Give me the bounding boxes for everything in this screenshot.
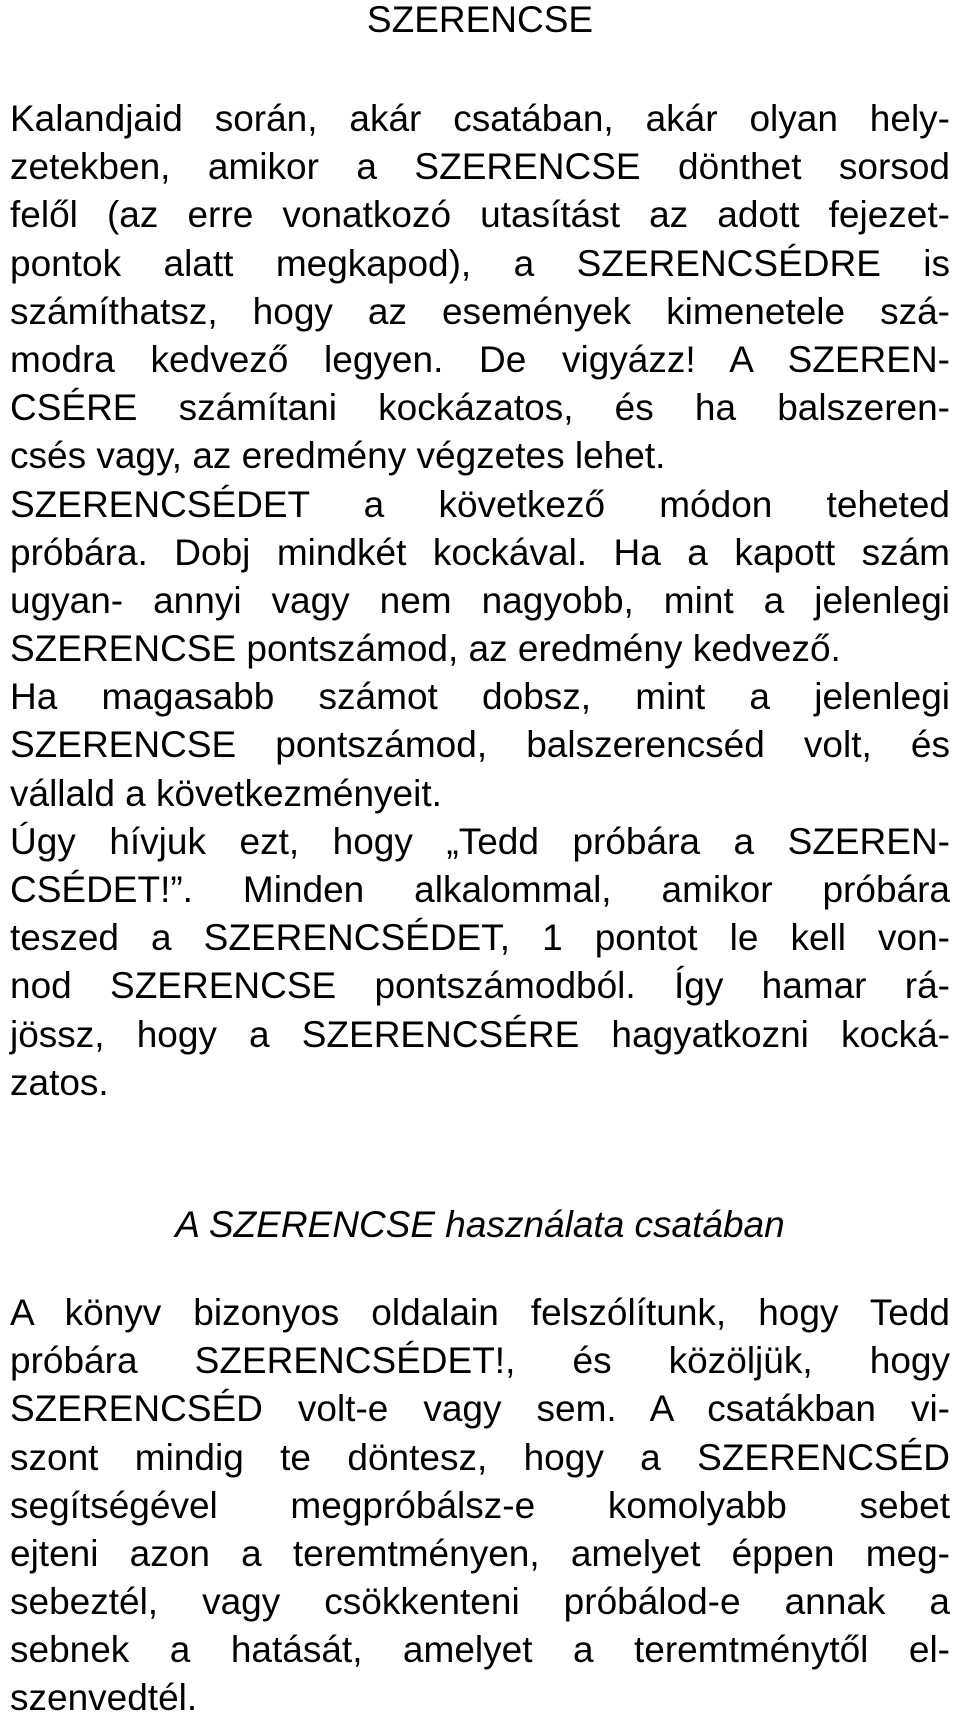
- text-line: SZERENCSÉDET a következő módon teheted: [10, 483, 950, 525]
- text-line: ejteni azon a teremtményen, amelyet éppen meg-: [10, 1532, 950, 1574]
- text-line: teszed a SZERENCSÉDET, 1 pontot le kell von-: [10, 917, 950, 959]
- text-line: felől (az erre vonatkozó utasítást az adott fejezet-: [10, 194, 950, 236]
- section-2-heading: A SZERENCSE használata csatában: [175, 1203, 785, 1245]
- text-line: sebeztél, vagy csökkenteni próbálod-e annak a: [10, 1581, 950, 1623]
- text-line: segítségével megpróbálsz-e komolyabb sebet: [10, 1484, 950, 1526]
- text-line: Ha magasabb számot dobsz, mint a jelenlegi: [10, 676, 950, 718]
- text-line: csés vagy, az eredmény végzetes lehet.: [10, 435, 666, 477]
- text-line: pontok alatt megkapod), a SZERENCSÉDRE is: [10, 242, 950, 284]
- text-line: vállald a következményeit.: [10, 772, 442, 814]
- section-2-body: [10, 1289, 950, 1723]
- text-line: Úgy hívjuk ezt, hogy „Tedd próbára a SZEREN-: [10, 820, 950, 862]
- text-line: szont mindig te döntesz, hogy a SZERENCSÉD: [10, 1436, 950, 1478]
- document-page: [10, 0, 950, 1723]
- text-line: nod SZERENCSE pontszámodból. Így hamar rá-: [10, 965, 950, 1007]
- text-line: CSÉDET!”. Minden alkalommal, amikor próbára: [10, 869, 950, 910]
- text-line: modra kedvező legyen. De vigyázz! A SZEREN-: [10, 338, 950, 380]
- page-title: SZERENCSE: [366, 0, 594, 40]
- text-line: SZERENCSÉD volt-e vagy sem. A csatákban vi-: [10, 1388, 950, 1430]
- text-line: SZERENCSE pontszámod, balszerencséd volt, és: [10, 724, 950, 766]
- text-line: jössz, hogy a SZERENCSÉRE hagyatkozni kocká-: [10, 1013, 950, 1055]
- text-line: sebnek a hatását, amelyet a teremtménytől el-: [10, 1629, 950, 1671]
- text-line: ugyan- annyi vagy nem nagyobb, mint a jelenlegi: [10, 579, 950, 621]
- text-line: zetekben, amikor a SZERENCSE dönthet sorsod: [10, 146, 950, 188]
- text-line: Kalandjaid során, akár csatában, akár olyan hely-: [10, 98, 950, 139]
- section-1-body: [10, 95, 950, 1107]
- text-line: A könyv bizonyos oldalain felszólítunk, hogy Tedd: [10, 1291, 950, 1333]
- text-line: próbára SZERENCSÉDET!, és közöljük, hogy: [10, 1340, 950, 1382]
- text-line: SZERENCSE pontszámod, az eredmény kedvező.: [10, 628, 841, 670]
- text-line: CSÉRE számítani kockázatos, és ha balszeren-: [10, 387, 950, 429]
- text-line: számíthatsz, hogy az események kimenetele szá-: [10, 290, 950, 332]
- text-line: zatos.: [10, 1061, 109, 1103]
- text-line: szenvedtél.: [10, 1677, 198, 1719]
- text-line: próbára. Dobj mindkét kockával. Ha a kapott szám: [10, 531, 950, 573]
